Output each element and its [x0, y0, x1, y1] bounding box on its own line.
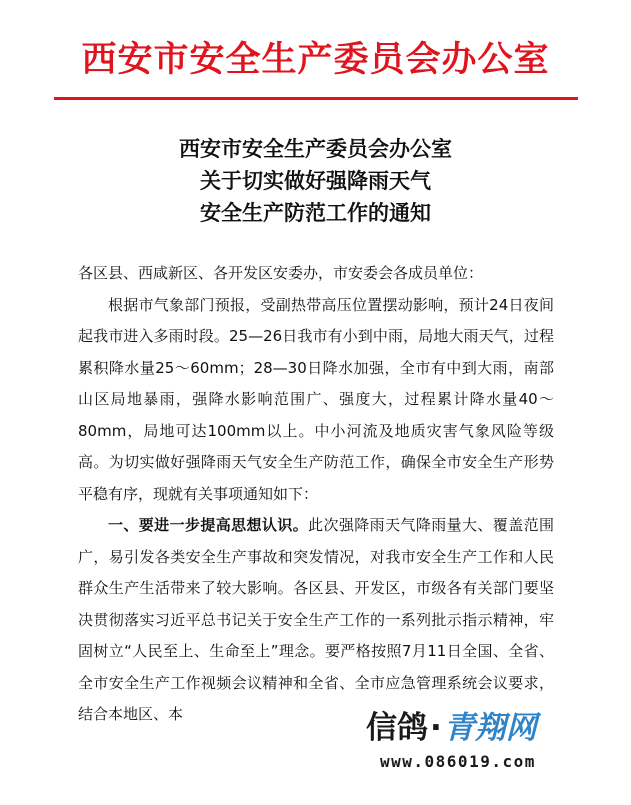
notice-title-line-2: 关于切实做好强降雨天气	[200, 168, 431, 193]
watermark-url: www.086019.com	[380, 752, 536, 771]
addressee-line: 各区县、西咸新区、各开发区安委办，市安委会各成员单位：	[78, 264, 484, 282]
notice-body	[78, 258, 554, 731]
masthead-title: 西安市安全生产委员会办公室	[81, 39, 550, 80]
notice-title	[0, 133, 631, 229]
notice-title-line-1: 西安市安全生产委员会办公室	[179, 136, 452, 161]
watermark-logo-text	[366, 708, 537, 748]
section-1-text: 此次强降雨天气降雨量大、覆盖范围广，易引发各类安全生产事故和突发情况，对我市安全生产工作和人民群众生产生活带来了较大影响。各区县、开发区，市级各有关部门要坚决贯彻落实习近平总书记关于安全生产工作的一系列批示指示精神，牢固树立“人民至上、生命至上”理念。要严格按照7月11日全国、全省、全市安全生产工作视频会议精神和全省、全市应急管理系统会议要求，结合本地区、本	[78, 516, 554, 723]
paragraph-section-1	[78, 510, 554, 731]
watermark-separator: ·	[430, 710, 442, 746]
paragraph-intro: 根据市气象部门预报，受副热带高压位置摆动影响，预计24日夜间起我市进入多雨时段。25—26日我市有小到中雨，局地大雨天气，过程累积降水量25～60mm；28—30日降水加强，全市有中到大雨，南部山区局地暴雨，强降水影响范围广、强度大，过程累计降水量40～80mm，局地可达100mm以上。中小河流及地质灾害气象风险等级高。为切实做好强降雨天气安全生产防范工作，确保全市安全生产形势平稳有序，现就有关事项通知如下：	[78, 295, 554, 503]
section-1-heading: 一、要进一步提高思想认识。	[108, 516, 309, 534]
notice-title-line-3: 安全生产防范工作的通知	[200, 200, 431, 225]
watermark-part-2: 青翔网	[443, 710, 537, 746]
site-watermark	[366, 708, 596, 780]
masthead-red-rule	[54, 97, 578, 100]
watermark-part-1: 信鸽	[366, 710, 428, 746]
